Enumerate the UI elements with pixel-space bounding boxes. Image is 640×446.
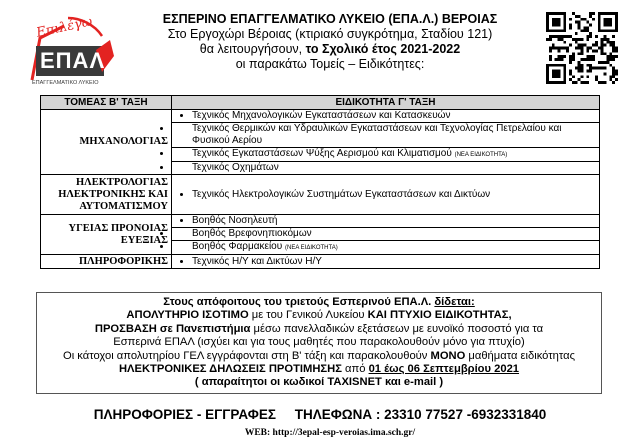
courses-text: μαθήματα ειδικότητας	[465, 349, 575, 362]
list-item: • Τεχνικός Οχημάτων	[172, 161, 599, 174]
holders-text: Οι κάτοχοι απολυτηρίου ΓΕΛ εγγράφονται στη Β' τάξη και παρακολουθούν	[63, 349, 431, 362]
header	[110, 12, 550, 72]
sector-items	[172, 255, 600, 269]
info-line	[37, 323, 601, 336]
info-line	[37, 296, 601, 309]
access-text: ΠΡΟΣΒΑΣΗ σε Πανεπιστήμια	[94, 322, 251, 335]
list-item-text: Τεχνικός Εγκαταστάσεων Ψύξης Αερισμού και Κλιματισμού	[192, 148, 452, 159]
access-detail: μέσω πανελλαδικών εξετάσεων με ευνοϊκό ποσοστό για τα	[250, 322, 544, 335]
col-header-sector: ΤΟΜΕΑΣ Β' ΤΑΞΗ	[41, 96, 172, 110]
granted-text: δίδεται:	[434, 296, 475, 308]
sector-items	[172, 175, 600, 215]
sector-items	[172, 110, 600, 175]
sector-health: ΥΓΕΙΑΣ ΠΡΟΝΟΙΑΣ ΕΥΕΞΙΑΣ	[41, 215, 172, 255]
table-row	[41, 215, 600, 255]
info-line: Εσπερινά ΕΠΑΛ (ισχύει και για τους μαθητές που παρακολουθούν μόνο για πτυχίο)	[113, 336, 525, 349]
website-link[interactable]: WEB: http://3epal-esp-veroias.ima.sch.gr/	[244, 428, 416, 438]
table-row	[41, 110, 600, 175]
list-item: • Βοηθός Βρεφονηπιοκόμων	[172, 227, 599, 240]
col-header-specialty: ΕΙΔΙΚΟΤΗΤΑ Γ' ΤΑΞΗ	[172, 96, 600, 110]
school-year-prefix: θα λειτουργήσουν,	[199, 42, 306, 56]
diploma-text: ΑΠΟΛΥΤΗΡΙΟ ΙΣΟΤΙΜΟ	[126, 309, 249, 322]
list-item: • Βοηθός Νοσηλευτή	[192, 215, 599, 227]
info-line: ( απαραίτητοι οι κωδικοί TAXISNET και e-mail )	[194, 376, 444, 389]
only-text: ΜΟΝΟ	[430, 349, 466, 362]
equivalent-text: με του Γενικού Λυκείου	[248, 309, 368, 322]
table-header-row	[41, 96, 600, 110]
new-specialty-badge: (ΝΕΑ ΕΙΔΙΚΟΤΗΤΑ)	[285, 245, 338, 251]
info-line	[37, 309, 601, 322]
sector-mechanical: ΜΗΧΑΝΟΛΟΓΙΑΣ	[41, 110, 172, 175]
list-item	[172, 147, 599, 161]
table-row	[41, 175, 600, 215]
table-row	[41, 255, 600, 269]
new-specialty-badge: (ΝΕΑ ΕΙΔΙΚΟΤΗΤΑ)	[454, 152, 508, 158]
contact-line: ΠΛΗΡΟΦΟΡΙΕΣ - ΕΓΓΡΑΦΕΣ ΤΗΛΕΦΩΝΑ : 23310 77527 -6932331840	[93, 407, 547, 422]
sections-intro: οι παρακάτω Τομείς – Ειδικότητες:	[235, 57, 425, 71]
degree-text: ΚΑΙ ΠΤΥΧΙΟ ΕΙΔΙΚΟΤΗΤΑΣ,	[367, 309, 512, 322]
address-line: Στο Εργοχώρι Βέροιας (κτιριακό συγκρότημα, Σταδίου 121)	[167, 27, 493, 41]
school-name: ΕΣΠΕΡΙΝΟ ΕΠΑΓΓΕΛΜΑΤΙΚΟ ΛΥΚΕΙΟ (ΕΠΑ.Λ.) ΒΕΡΟΙΑΣ	[162, 12, 498, 26]
sector-items	[172, 215, 600, 255]
info-box	[36, 292, 602, 394]
info-line	[37, 363, 601, 376]
list-item	[172, 240, 599, 254]
info-line	[37, 350, 601, 363]
applications-text: ΗΛΕΚΤΡΟΝΙΚΕΣ ΔΗΛΩΣΕΙΣ ΠΡΟΤΙΜΗΣΗΣ	[118, 363, 342, 376]
qr-code-icon	[546, 12, 618, 84]
epal-logo	[18, 10, 118, 94]
graduates-text: Στους απόφοιτους του τριετούς Εσπερινού ΕΠΑ.Λ.	[163, 296, 435, 308]
application-dates: 01 έως 06 Σεπτεμβρίου 2021	[368, 363, 520, 376]
logo-main-text: ΕΠΑΛ	[40, 48, 106, 73]
sector-electrical: ΗΛΕΚΤΡΟΛΟΓΙΑΣ ΗΛΕΚΤΡΟΝΙΚΗΣ ΚΑΙ ΑΥΤΟΜΑΤΙΣΜΟΥ	[41, 175, 172, 215]
list-item: • Τεχνικός Θερμικών και Υδραυλικών Εγκαταστάσεων και Τεχνολογίας Πετρελαίου και Φυσικού Αερίου	[172, 122, 599, 147]
list-item: • Τεχνικός Η/Υ και Δικτύων Η/Υ	[192, 256, 599, 268]
list-item: • Τεχνικός Μηχανολογικών Εγκαταστάσεων και Κατασκευών	[192, 110, 599, 122]
from-text: από	[341, 363, 369, 376]
logo-script-text: Επιλέγω	[35, 14, 94, 41]
school-year: το Σχολικό έτος 2021-2022	[305, 42, 461, 56]
school-year-line	[110, 42, 550, 57]
logo-sub-text: ΕΠΑΓΓΕΛΜΑΤΙΚΟ ΛΥΚΕΙΟ	[32, 80, 99, 86]
list-item: • Τεχνικός Ηλεκτρολογικών Συστημάτων Εγκαταστάσεων και Δικτύων	[192, 189, 599, 201]
specialties-table	[40, 95, 600, 269]
list-item-text: Βοηθός Φαρμακείου	[192, 241, 283, 252]
sector-it: ΠΛΗΡΟΦΟΡΙΚΗΣ	[41, 255, 172, 269]
